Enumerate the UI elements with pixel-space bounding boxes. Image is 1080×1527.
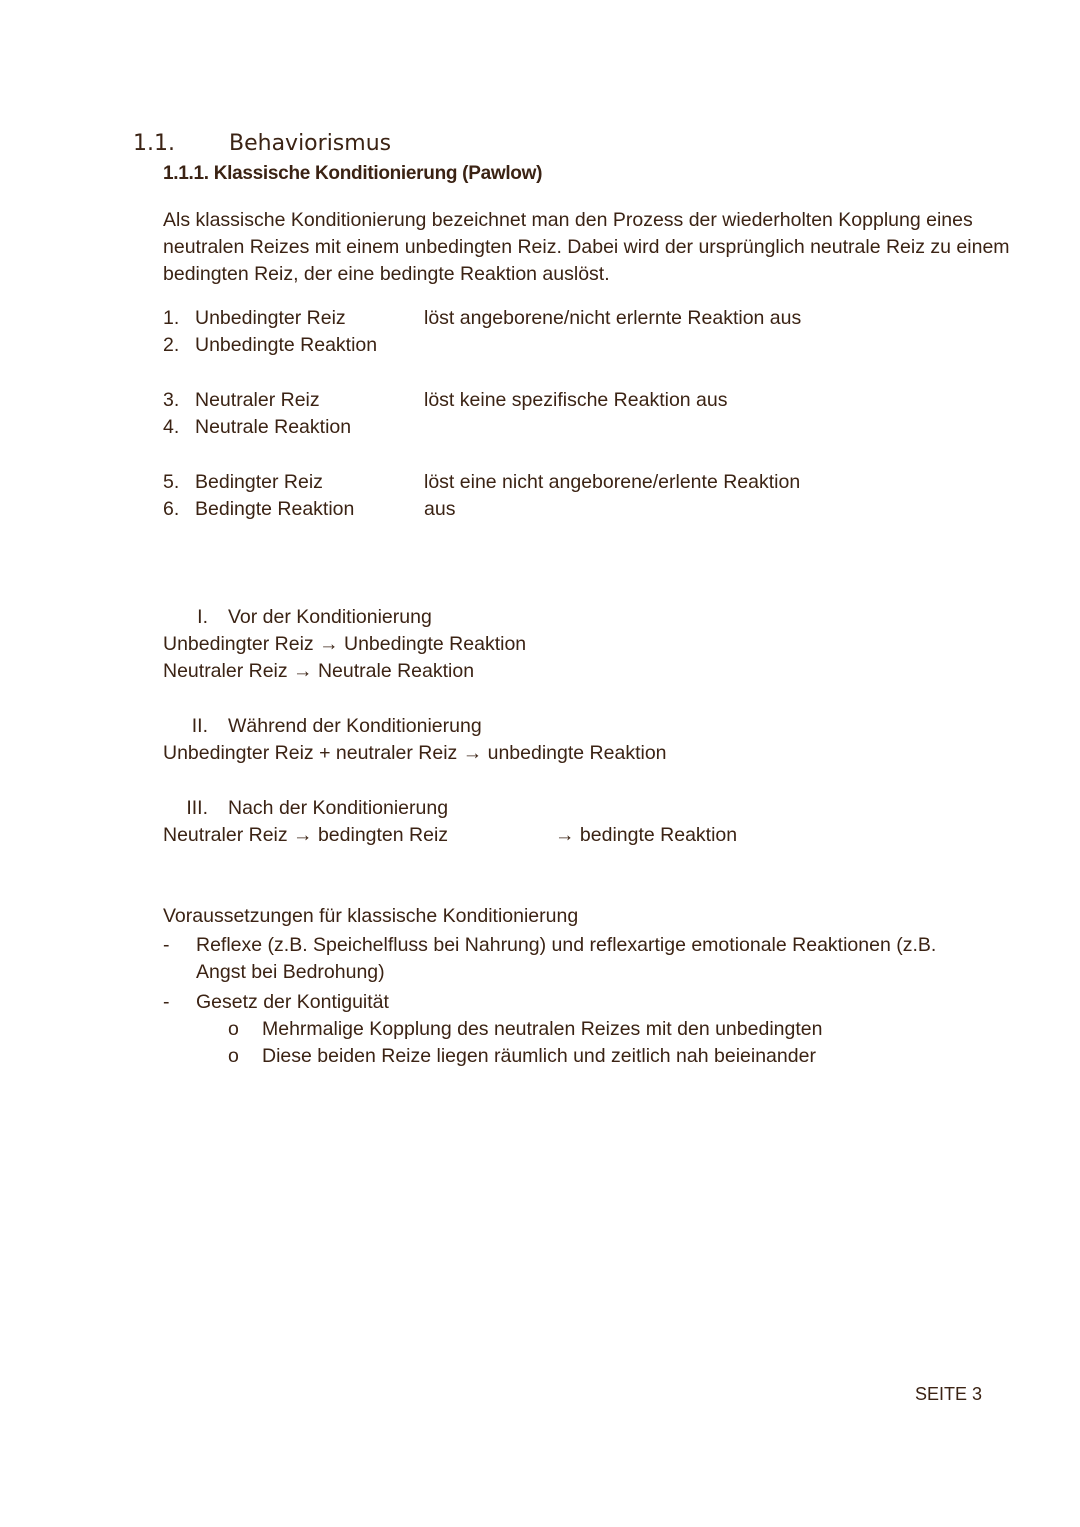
phase-line-result: → bedingte Reaktion <box>555 824 738 846</box>
sub-list-item: o Mehrmalige Kopplung des neutralen Reizes mit den unbedingten <box>228 1018 823 1040</box>
term-description: löst eine nicht angeborene/erlente Reaktion <box>424 471 801 493</box>
subsection-heading <box>163 163 542 185</box>
term-item: 6. Bedingte Reaktion <box>163 498 355 520</box>
subsection-number: 1.1.1. <box>163 163 209 184</box>
subsection-title: Klassische Konditionierung (Pawlow) <box>213 163 543 184</box>
term-item: 5. Bedingter Reiz <box>163 471 323 493</box>
section-number: 1.1. <box>133 131 175 156</box>
phase-line: Neutraler Reiz → bedingten Reiz <box>163 824 449 846</box>
term-description: löst angeborene/nicht erlernte Reaktion aus <box>424 307 802 329</box>
section-title: Behaviorismus <box>229 131 392 156</box>
sub-list-item: o Diese beiden Reize liegen räumlich und zeitlich nah beieinander <box>228 1045 816 1067</box>
term-item: 4. Neutrale Reaktion <box>163 416 352 438</box>
page-number: SEITE 3 <box>915 1384 983 1404</box>
term-item: 1. Unbedingter Reiz <box>163 307 346 329</box>
term-item: 2. Unbedingte Reaktion <box>163 334 378 356</box>
phase-heading: I. Vor der Konditionierung <box>197 606 432 628</box>
list-item-continuation: Angst bei Bedrohung) <box>196 961 385 983</box>
list-item: - Reflexe (z.B. Speichelfluss bei Nahrung) und reflexartige emotionale Reaktionen (z.B. <box>163 934 937 956</box>
term-description: aus <box>424 498 456 520</box>
phase-line: Neutraler Reiz → Neutrale Reaktion <box>163 660 475 682</box>
phase-line: Unbedingter Reiz → Unbedingte Reaktion <box>163 633 527 655</box>
prereq-title: Voraussetzungen für klassische Konditionierung <box>163 905 579 927</box>
phase-line: Unbedingter Reiz + neutraler Reiz → unbedingte Reaktion <box>163 742 667 764</box>
phase-heading: II. Während der Konditionierung <box>191 715 482 737</box>
list-item: - Gesetz der Kontiguität <box>163 991 389 1013</box>
term-description: löst keine spezifische Reaktion aus <box>424 389 728 411</box>
phase-heading: III. Nach der Konditionierung <box>186 797 449 819</box>
intro-paragraph: Als klassische Konditionierung bezeichnet man den Prozess der wiederholten Kopplung eines neutralen Reizes mit einem unbedingten Reiz. Dabei wird der ursprünglich neutrale Reiz zu einem bedingten Reiz, der eine bedingte Reaktion auslöst. <box>163 209 1010 285</box>
term-item: 3. Neutraler Reiz <box>163 389 320 411</box>
